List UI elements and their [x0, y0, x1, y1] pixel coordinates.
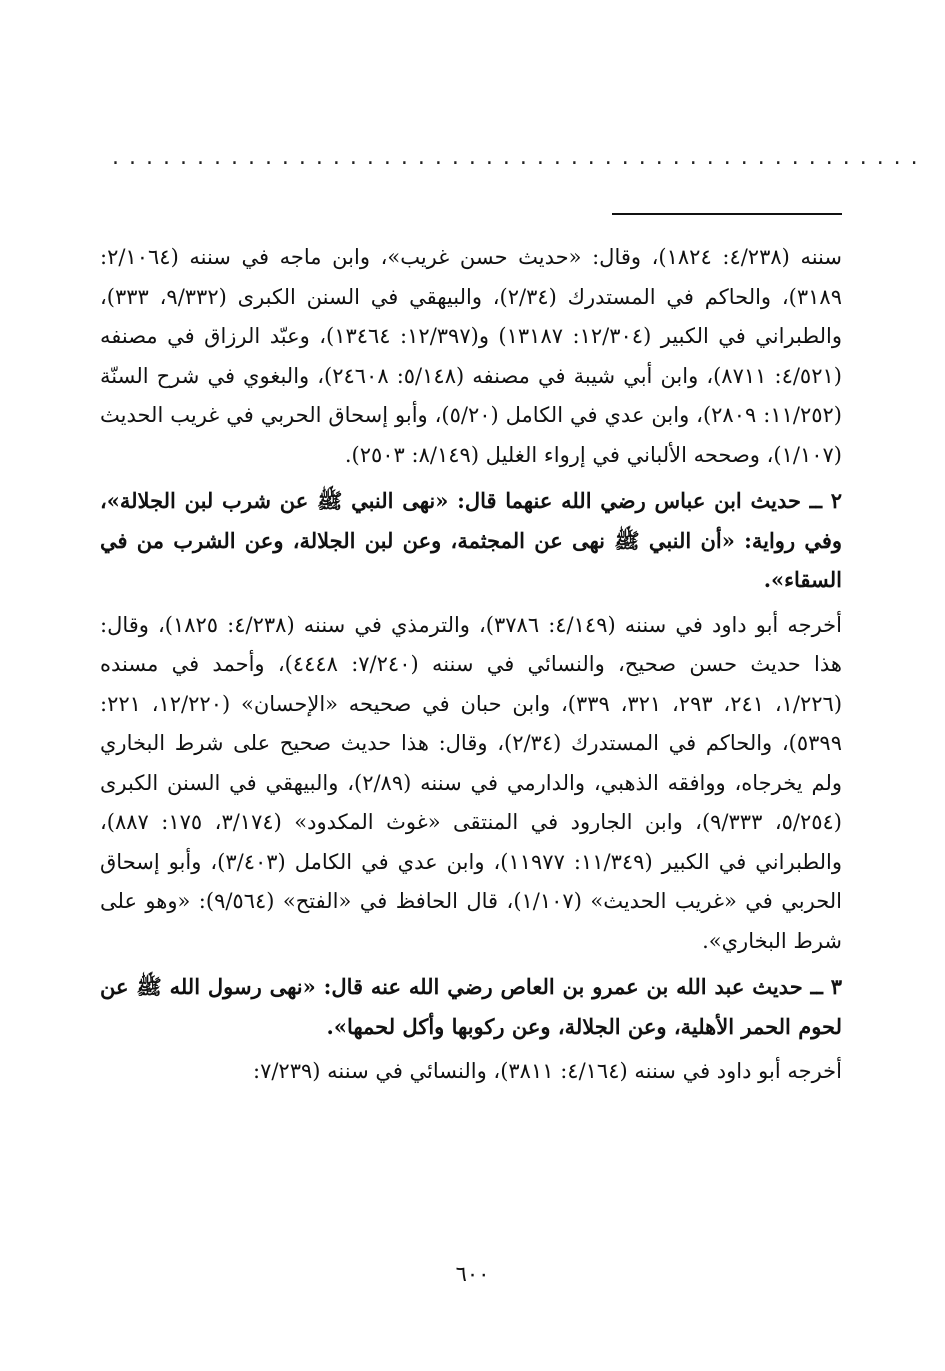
paragraph-takhrij-3: أخرجه أبو داود في سننه (٤/١٦٤: ٣٨١١)، والنسائي في سننه (٧/٢٣٩: [252, 1059, 842, 1083]
paragraph-hadith-3: ٣ ــ حديث عبد الله بن عمرو بن العاص رضي الله عنه قال: «نهى رسول الله ﷺ عن لحوم الحمر الأهلية، وعن الجلالة، وعن ركوبها وأكل لحمها». [100, 974, 842, 1039]
page-number: ٦٠٠ [455, 1262, 490, 1286]
paragraph-takhrij-2: أخرجه أبو داود في سننه (٤/١٤٩: ٣٧٨٦)، والترمذي في سننه (٤/٢٣٨: ١٨٢٥)، وقال: هذا حديث حسن صحيح، والنسائي في سننه (٧/٢٤٠: ٤٤٤٨)، وأحمد في مسنده (١/٢٢٦، ٢٤١، ٢٩٣، ٣٢١، ٣٣٩)، وابن حبان في صحيحه «الإحسان» (١٢/٢٢٠، ٢٢١: ٥٣٩٩)، والحاكم في المستدرك (٢/٣٤)، وقال: هذا حديث صحيح على شرط البخاري ولم يخرجاه، ووافقه الذهبي، والدارمي في سننه (٢/٨٩)، والبيهقي في السنن الكبرى (٥/٢٥٤، ٩/٣٣٣)، وابن الجارود في المنتقى «غوث المكدود» (٣/١٧٤، ١٧٥: ٨٨٧)، والطبراني في الكبير (١١/٣٤٩: ١١٩٧٧)، وابن عدي في الكامل (٣/٤٠٣)، وأبو إسحاق الحربي في «غريب الحديث» (١/١٠٧)، قال الحافظ في «الفتح» (٩/٥٦٤): «وهو على شرط البخاري». [100, 612, 843, 953]
page-content [100, 238, 842, 1098]
footnote-rule [612, 213, 842, 215]
paragraph-hadith-2: ٢ ــ حديث ابن عباس رضي الله عنهما قال: «نهى النبي ﷺ عن شرب لبن الجلالة»، وفي رواية: «أن النبي ﷺ نهى عن المجثمة، وعن لبن الجلالة، وعن الشرب من في السقاء». [100, 488, 842, 592]
paragraph-takhrij-1: سننه (٤/٢٣٨: ١٨٢٤)، وقال: «حديث حسن غريب»، وابن ماجه في سننه (٢/١٠٦٤: ٣١٨٩)، والحاكم في المستدرك (٢/٣٤)، والبيهقي في السنن الكبرى (٩/٣٣٢، ٣٣٣)، والطبراني في الكبير (١٢/٣٠٤: ١٣١٨٧) و(١٢/٣٩٧: ١٣٤٦٤)، وعبّد الرزاق في مصنفه (٤/٥٢١: ٨٧١١)، وابن أبي شيبة في مصنفه (٥/١٤٨: ٢٤٦٠٨)، والبغوي في شرح السنّة (١١/٢٥٢: ٢٨٠٩)، وابن عدي في الكامل (٥/٢٠)، وأبو إسحاق الحربي في غريب الحديث (١/١٠٧)، وصححه الألباني في إرواء الغليل (٨/١٤٩: ٢٥٠٣). [100, 245, 842, 467]
footnote-separator-dots: ................................................ [112, 145, 928, 170]
